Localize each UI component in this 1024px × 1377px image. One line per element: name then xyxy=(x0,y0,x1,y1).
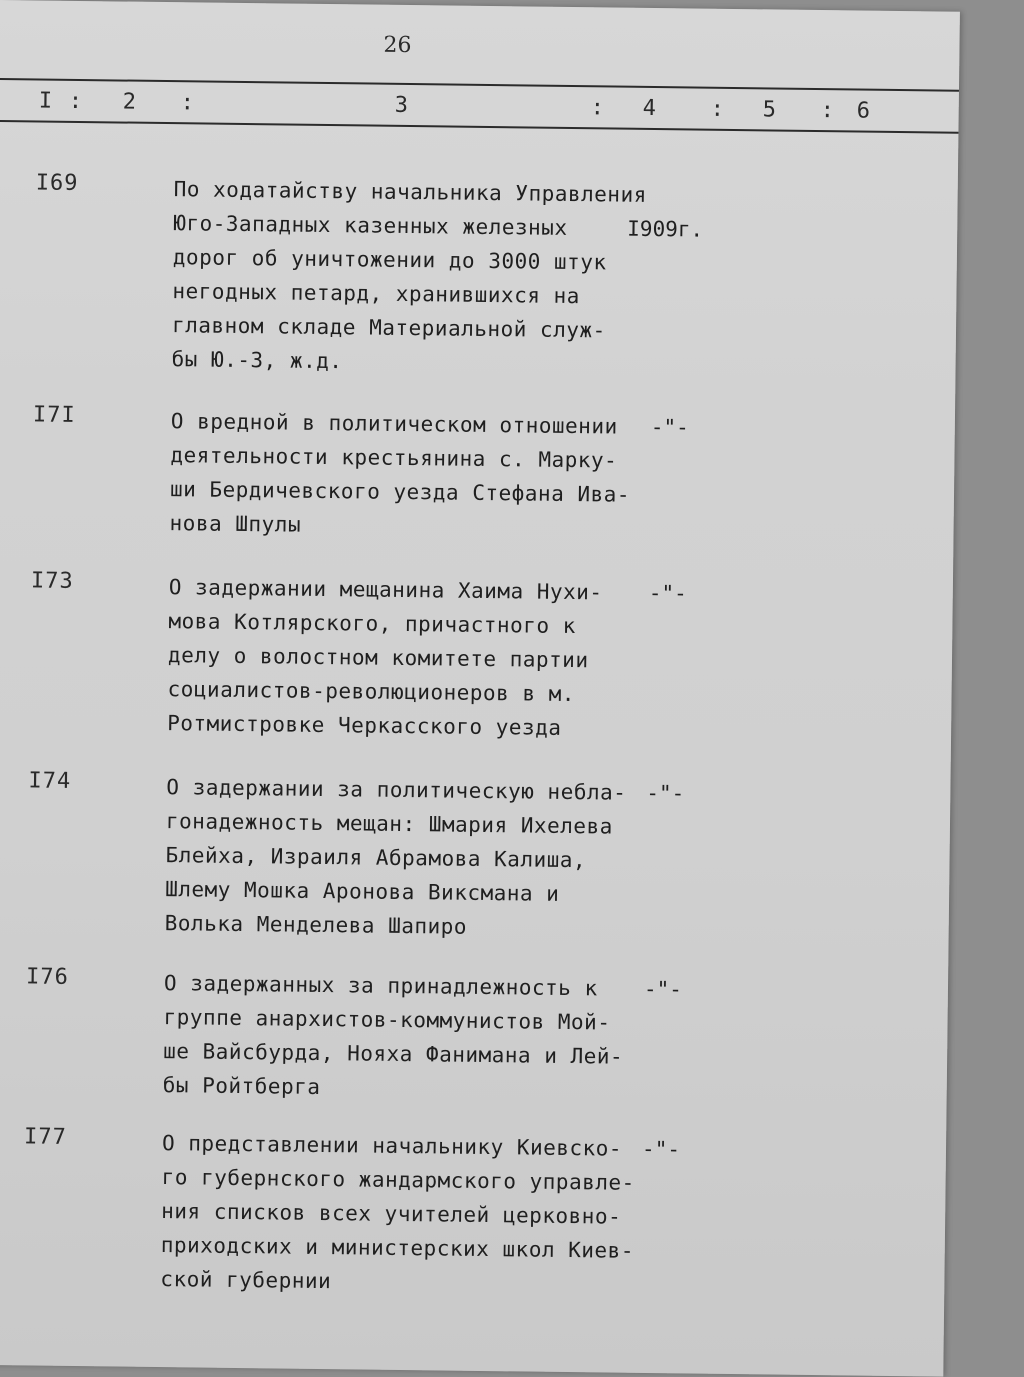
entry-title-line: главном складе Материальной служ- xyxy=(171,313,606,343)
entry-title-line: ния списков всех учителей церковно- xyxy=(161,1199,622,1229)
entry-number: I76 xyxy=(25,964,69,990)
column-header-4: 4 xyxy=(642,95,657,122)
entry-title-line: го губернского жандармского управле- xyxy=(161,1165,635,1195)
entry-title-line: гонадежность мещан: Шмария Ихелева xyxy=(165,809,613,839)
entry-row xyxy=(0,964,948,1099)
header-bottom-rule xyxy=(0,120,958,134)
entry-title-line: ши Бердичевского уезда Стефана Ива- xyxy=(169,477,631,507)
column-separator: : xyxy=(710,96,725,122)
entry-row xyxy=(0,170,958,374)
entry-title-line: Волька Менделева Шапиро xyxy=(164,911,468,939)
entry-title xyxy=(163,966,645,1108)
entry-title-line: нова Шпулы xyxy=(169,511,302,537)
entry-title-line: группе анархистов-коммунистов Мой- xyxy=(163,1005,611,1035)
entry-title-line: О представлении начальнику Киевско- xyxy=(161,1131,623,1161)
entry-row xyxy=(0,768,951,939)
entry-date: -"- xyxy=(646,780,685,806)
column-header-1: I xyxy=(38,88,53,114)
column-separator: : xyxy=(68,88,83,115)
entry-number: I77 xyxy=(23,1124,68,1150)
entry-title xyxy=(171,172,653,382)
entry-date: -"- xyxy=(643,976,683,1002)
entry-number: I73 xyxy=(30,568,74,594)
entry-title xyxy=(167,570,649,746)
entry-row xyxy=(0,1124,946,1294)
entry-title-line: деятельности крестьянина с. Марку- xyxy=(170,443,618,473)
entry-title-line: бы Ройтберга xyxy=(162,1073,321,1099)
entry-title-line: социалистов-революционеров в м. xyxy=(167,677,576,707)
entry-title-line: ской губернии xyxy=(160,1267,332,1294)
column-header-3: 3 xyxy=(394,92,409,118)
entry-number: I74 xyxy=(28,768,72,794)
entry-title-line: Ротмистровке Черкасского уезда xyxy=(167,711,562,740)
entry-title xyxy=(160,1126,642,1302)
entry-title xyxy=(169,404,651,546)
entry-number: I69 xyxy=(35,170,79,196)
entry-title-line: О задержании мещанина Хаима Нухи- xyxy=(168,575,603,605)
column-separator: : xyxy=(590,95,605,121)
entry-title-line: негодных петард, хранившихся на xyxy=(172,279,581,309)
entry-title-line: Шлему Мошка Аронова Виксмана и xyxy=(165,877,560,906)
entry-title-line: приходских и министерских школ Киев- xyxy=(160,1233,635,1263)
entry-date: -"- xyxy=(648,580,687,606)
column-header-5: 5 xyxy=(762,97,777,123)
entry-title-line: ше Вайсбурда, Нояха Фанимана и Лей- xyxy=(163,1039,624,1069)
entry-title-line: дорог об уничтожении до 3000 штук xyxy=(172,245,607,275)
column-header-6: 6 xyxy=(856,98,871,124)
entry-title-line: По ходатайству начальника Управления xyxy=(173,177,647,207)
entry-date: -"- xyxy=(641,1136,681,1162)
entry-title-line: Блейха, Израиля Абрамова Калиша, xyxy=(165,843,587,873)
entry-title-line: О вредной в политическом отношении xyxy=(170,409,618,439)
entry-row xyxy=(0,568,953,740)
entry-row xyxy=(0,402,955,537)
header-top-rule xyxy=(0,78,959,92)
entry-title-line: мова Котлярского, причастного к xyxy=(168,609,576,639)
entry-title-line: Юго-Западных казенных железных xyxy=(173,211,568,240)
column-header-2: 2 xyxy=(122,89,137,115)
entry-date: I909г. xyxy=(627,216,704,242)
entry-title-line: О задержанных за принадлежность к xyxy=(163,971,598,1001)
entry-number: I7I xyxy=(32,402,76,428)
page-number: 26 xyxy=(383,32,412,59)
entry-title-line: делу о волостном комитете партии xyxy=(167,643,589,673)
entry-date: -"- xyxy=(650,414,689,440)
column-separator: : xyxy=(820,98,835,124)
entry-title xyxy=(165,770,647,946)
entry-title-line: О задержании за политическую небла- xyxy=(166,775,627,805)
entry-title-line: бы Ю.-З, ж.д. xyxy=(171,347,343,374)
column-separator: : xyxy=(180,90,195,116)
